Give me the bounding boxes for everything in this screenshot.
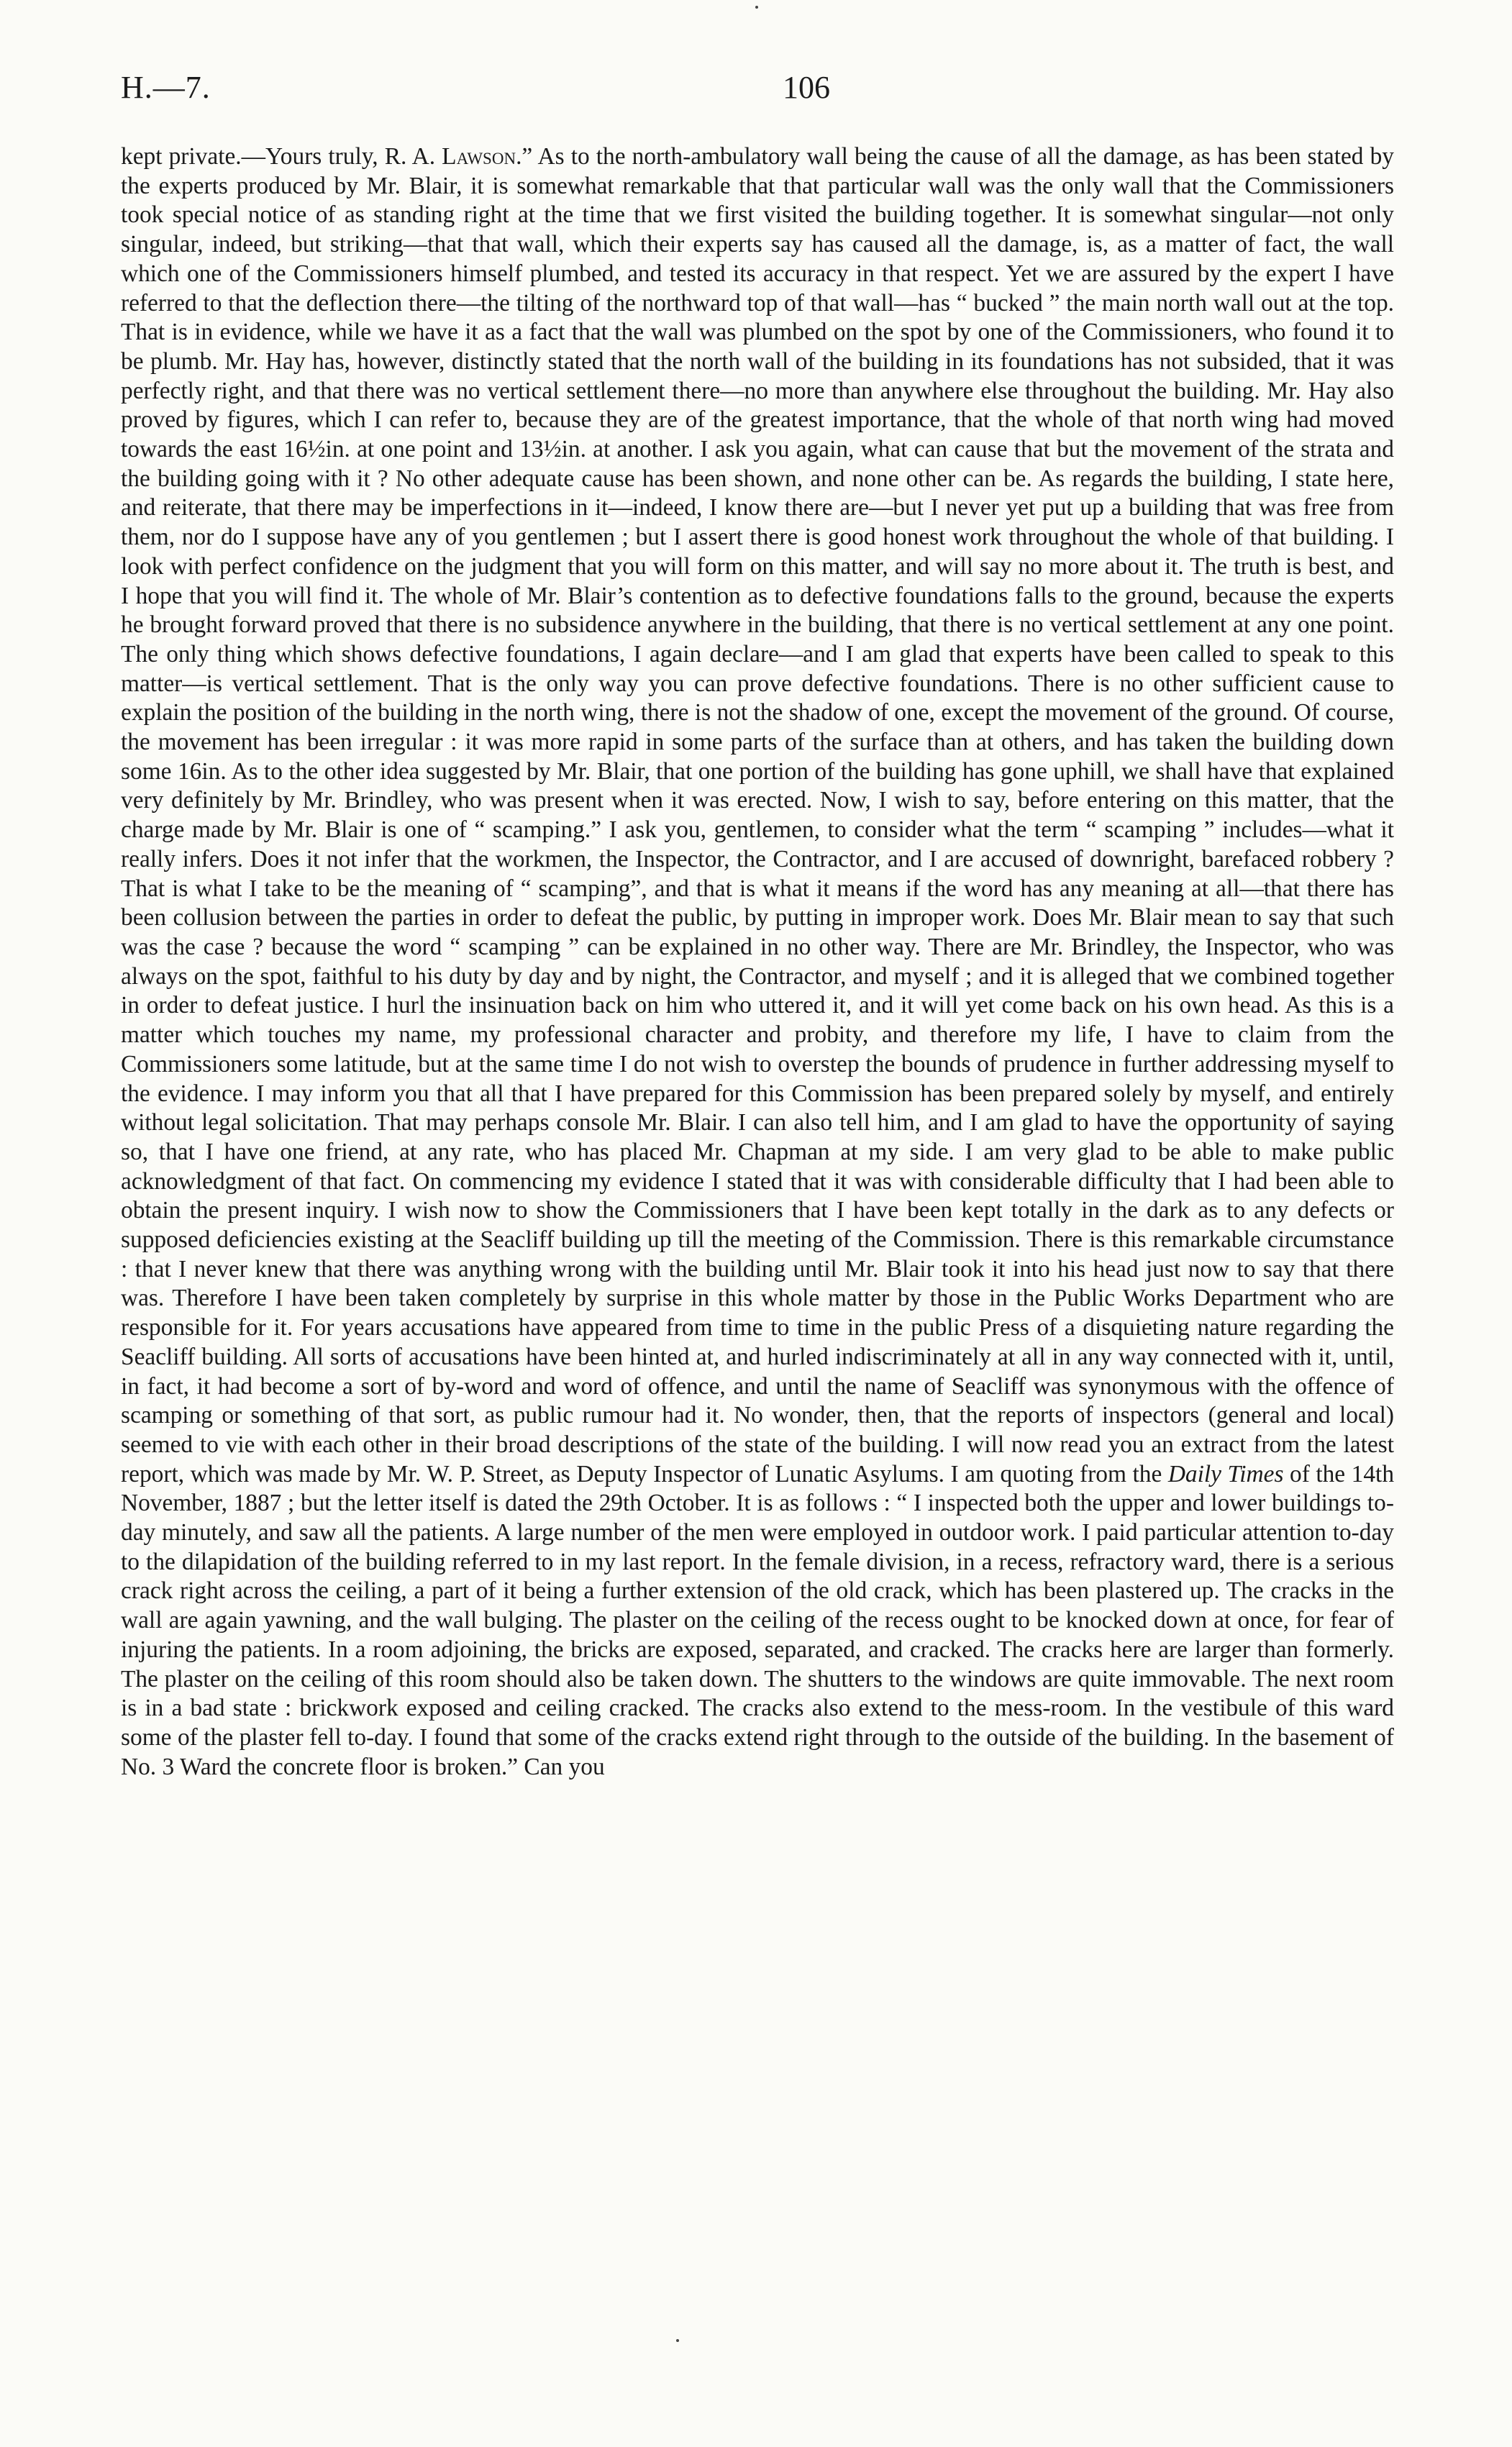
- scan-speck-top: [755, 6, 758, 9]
- main-text: ” As to the north-ambulatory wall being the cause of all the damage, as has been stated by the experts produced by Mr. Blair, it is somewhat remarkable that that particular wall was the only wall that the Commissioners took special notice of as standing right at the time that we first visited the building together. It is somewhat singular—not only singular, indeed, but striking—that that wall, which their experts say has caused all the damage, is, as a matter of fact, the wall which one of the Commissioners himself plumbed, and tested its accuracy in that respect. Yet we are assured by the expert I have referred to that the deflection there—the tilting of the northward top of that wall—has “ bucked ” the main north wall out at the top. That is in evidence, while we have it as a fact that the wall was plumbed on the spot by one of the Commissioners, who found it to be plumb. Mr. Hay has, however, distinctly stated that the north wall of the building in its foundations has not subsided, that it was perfectly right, and that there was no vertical settlement there—no more than anywhere else throughout the building. Mr. Hay also proved by figures, which I can refer to, because they are of the greatest importance, that the whole of that north wing had moved towards the east 16½in. at one point and 13½in. at another. I ask you again, what can cause that but the movement of the strata and the building going with it ? No other adequate cause has been shown, and none other can be. As regards the building, I state here, and reiterate, that there may be imperfections in it—indeed, I know there are—but I never yet put up a building that was free from them, nor do I suppose have any of you gentlemen ; but I assert there is good honest work throughout the whole of that building. I look with perfect confidence on the judgment that you will form on this matter, and will say no more about it. The truth is best, and I hope that you will find it. The whole of Mr. Blair’s contention as to defective foundations falls to the ground, because the experts he brought forward proved that there is no subsidence anywhere in the building, that there is no vertical settlement at any one point. The only thing which shows defective foundations, I again declare—and I am glad that experts have been called to speak to this matter—is vertical settlement. That is the only way you can prove defective foundations. There is no other sufficient cause to explain the position of the building in the north wing, there is not the shadow of one, except the movement of the ground. Of course, the movement has been irregular : it was more rapid in some parts of the surface than at others, and has taken the building down some 16in. As to the other idea suggested by Mr. Blair, that one portion of the building has gone uphill, we shall have that explained very definitely by Mr. Brindley, who was present when it was erected. Now, I wish to say, before entering on this matter, that the charge made by Mr. Blair is one of “ scamping.” I ask you, gentlemen, to consider what the term “ scamping ” includes—what it really infers. Does it not infer that the workmen, the Inspector, the Contractor, and I are accused of downright, barefaced robbery ? That is what I take to be the meaning of “ scamping”, and that is what it means if the word has any meaning at all—that there has been collusion between the parties in order to defeat the public, by putting in improper work. Does Mr. Blair mean to say that such was the case ? because the word “ scamping ” can be explained in no other way. There are Mr. Brindley, the Inspector, who was always on the spot, faithful to his duty by day and by night, the Contractor, and myself ; and it is alleged that we combined together in order to defeat justice. I hurl the insinuation back on him who uttered it, and it will yet come back on his own head. As this is a matter which touches my name, my professional character and probity, and therefore my life, I have to claim from the Commissioners some latitude, but at the same time I do not wish to overstep the bounds of prudence in further addressing myself to the evidence. I may inform you that all that I have prepared for this Commission has been prepared solely by myself, and entirely without legal solicitation. That may perhaps console Mr. Blair. I can also tell him, and I am glad to have the opportunity of saying so, that I have one friend, at any rate, who has placed Mr. Chapman at my side. I am very glad to be able to make public acknowledgment of that fact. On commencing my evidence I stated that it was with considerable difficulty that I had been able to obtain the present inquiry. I wish now to show the Commissioners that I have been kept totally in the dark as to any defects or supposed deficiencies existing at the Seacliff building up till the meeting of the Commission. There is this remarkable circumstance : that I never knew that there was anything wrong with the building until Mr. Blair took it into his head just now to say that there was. Therefore I have been taken completely by surprise in this whole matter by those in the Public Works Department who are responsible for it. For years accusations have appeared from time to time in the public Press of a disquieting nature regarding the Seacliff building. All sorts of accusations have been hinted at, and hurled indiscriminately at all in any way connected with it, until, in fact, it had become a sort of by-word and word of offence, and until the name of Seacliff was synonymous with the offence of scamping or something of that sort, as public rumour had it. No wonder, then, that the reports of inspectors (general and local) seemed to vie with each other in their broad descriptions of the state of the building. I will now read you an extract from the latest report, which was made by Mr. W. P. Street, as Deputy Inspector of Lunatic Asylums. I am quoting from the: [121, 143, 1394, 1487]
- opening-text: kept private.—Yours truly,: [121, 143, 385, 170]
- page-header: [121, 69, 1394, 127]
- page-number: 106: [783, 70, 830, 105]
- signature-name: R. A. Lawson.: [384, 143, 522, 170]
- main-text-continued: of the 14th November, 1887 ; but the letter itself is dated the 29th October. It is as follows : “ I inspected both the upper and lower buildings to-day minutely, and saw all the patients. A large number of the men were employed in outdoor work. I paid particular attention to-day to the dilapidation of the building referred to in my last report. In the female division, in a recess, refractory ward, there is a serious crack right across the ceiling, a part of it being a further extension of the old crack, which has been plastered up. The cracks in the wall are again yawning, and the wall bulging. The plaster on the ceiling of the recess ought to be knocked down at once, for fear of injuring the patients. In a room adjoining, the bricks are exposed, separated, and cracked. The cracks here are larger than formerly. The plaster on the ceiling of this room should also be taken down. The shutters to the windows are quite immovable. The next room is in a bad state : brickwork exposed and ceiling cracked. The cracks also extend to the mess-room. In the vestibule of this ward some of the plaster fell to-day. I found that some of the cracks extend right through to the outside of the building. In the basement of No. 3 Ward the concrete floor is broken.” Can you: [121, 1460, 1395, 1780]
- body-paragraph: [121, 142, 1394, 1782]
- publication-title: Daily Times: [1167, 1460, 1284, 1487]
- scan-speck-bottom: [676, 2339, 679, 2342]
- document-reference: H.—7.: [121, 70, 211, 105]
